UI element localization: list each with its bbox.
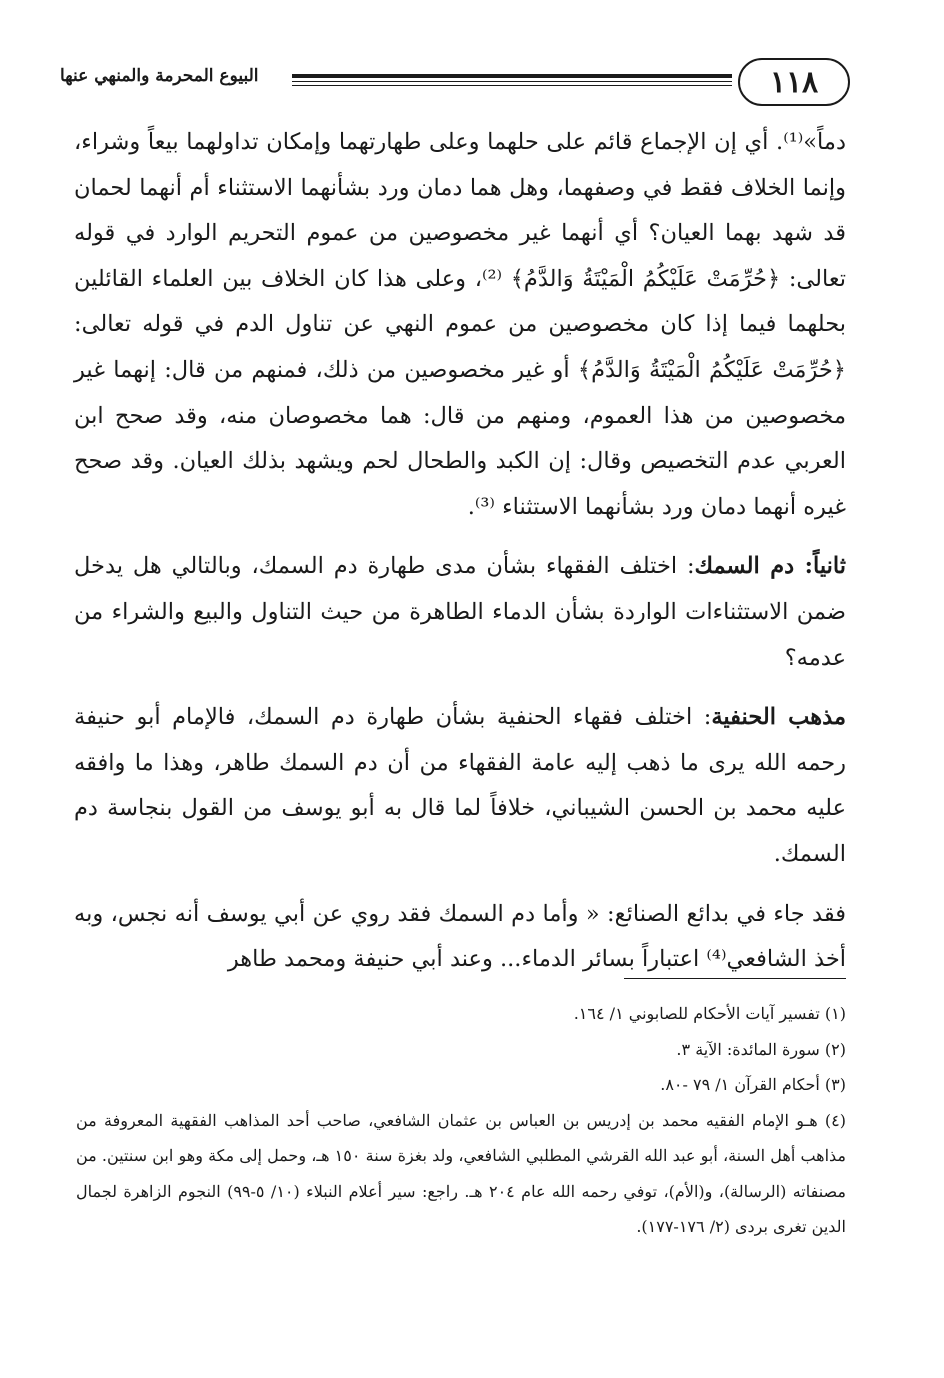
page-number-badge [738,58,850,106]
paragraph-1: دماً»⁽¹⁾. أي إن الإجماع قائم على حلهما وعلى طهارتهما وإمكان تداولهما بيعاً وشراء، وإنما الخلاف فقط في وصفهما، وهل هما دمان ورد بشأنهما الاستثناء أم أنهما لحمان قد شهد بهما العيان؟ أي أنهما غير مخصوصين من عموم التحريم الوارد في قوله تعالى: ﴿حُرِّمَتْ عَلَيْكُمُ الْمَيْتَةُ وَالدَّمُ﴾ ⁽²⁾، وعلى هذا كان الخلاف بين العلماء القائلين بحلهما فيما إذا كان مخصوصين من عموم النهي عن تناول الدم في قوله تعالى: ﴿حُرِّمَتْ عَلَيْكُمُ الْمَيْتَةُ وَالدَّمُ﴾ أو غير مخصوصين من ذلك، فمنهم من قال: إنهما غير مخصوصين من هذا العموم، ومنهم من قال: هما مخصوصان منه، وقد صحح ابن العربي عدم التخصيص وقال: إن الكبد والطحال لحم ويشهد بذلك العيان. وقد صحح غيره أنهما دمان ورد بشأنهما الاستثناء ⁽³⁾. [74,129,846,520]
footnotes [76,996,846,1245]
main-text [74,120,846,983]
footnote-2: (٢) سورة المائدة: الآية ٣. [676,1039,846,1059]
footnote-divider [624,978,846,979]
paragraph-3-text: : اختلف فقهاء الحنفية بشأن طهارة دم السمك، فالإمام أبو حنيفة رحمه الله يرى ما ذهب إليه عامة الفقهاء من أن دم السمك طاهر، وهذا ما وافقه عليه محمد بن الحسن الشيباني، خلافاً لما قال به أبو يوسف من القول بنجاسة دم السمك. [74,704,846,867]
footnote-3: (٣) أحكام القرآن ١/ ٧٩ -٨٠. [660,1075,846,1094]
footnote-4: (٤) هـو الإمام الفقيه محمد بن إدريس بن العباس بن عثمان الشافعي، صاحب أحد المذاهب الفقهية المعروفة من مذاهب أهل السنة، أبو عبد الله القرشي المطلبي الشافعي، ولد بغزة سنة ١٥٠ هـ، وحمل إلى مكة وهو ابن سنتين. من مصنفاته (الرسالة)، و(الأم)، توفي رحمه الله عام ٢٠٤ هـ. راجع: سير أعلام النبلاء (١٠/ ٥-٩٩) النجوم الزاهرة لجمال الدين تغرى بردى (٢/ ١٧٦-١٧٧). [76,1110,846,1236]
section-heading-hanafi: مذهب الحنفية [711,704,846,731]
running-title: البيوع المحرمة والمنهي عنها [60,66,259,86]
paragraph-2 [74,544,846,681]
header-rule [292,74,732,86]
paragraph-3 [74,695,846,877]
paragraph-4: فقد جاء في بدائع الصنائع: « وأما دم السمك فقد روي عن أبي يوسف أنه نجس، وبه أخذ الشافعي⁽⁴⁾ اعتباراً بسائر الدماء... وعند أبي حنيفة ومحمد طاهر [74,900,846,973]
paragraph-2-text: : اختلف الفقهاء بشأن مدى طهارة دم السمك، وبالتالي هل يدخل ضمن الاستثناءات الواردة بشأن الدماء الطاهرة من حيث التناول والبيع والشراء من عدمه؟ [74,553,846,671]
footnote-1: (١) تفسير آيات الأحكام للصابوني ١/ ١٦٤. [573,1004,846,1023]
page-header [60,52,850,108]
section-heading-fish-blood: ثانياً: دم السمك [694,553,846,580]
page-number: ١١٨ [769,64,819,100]
